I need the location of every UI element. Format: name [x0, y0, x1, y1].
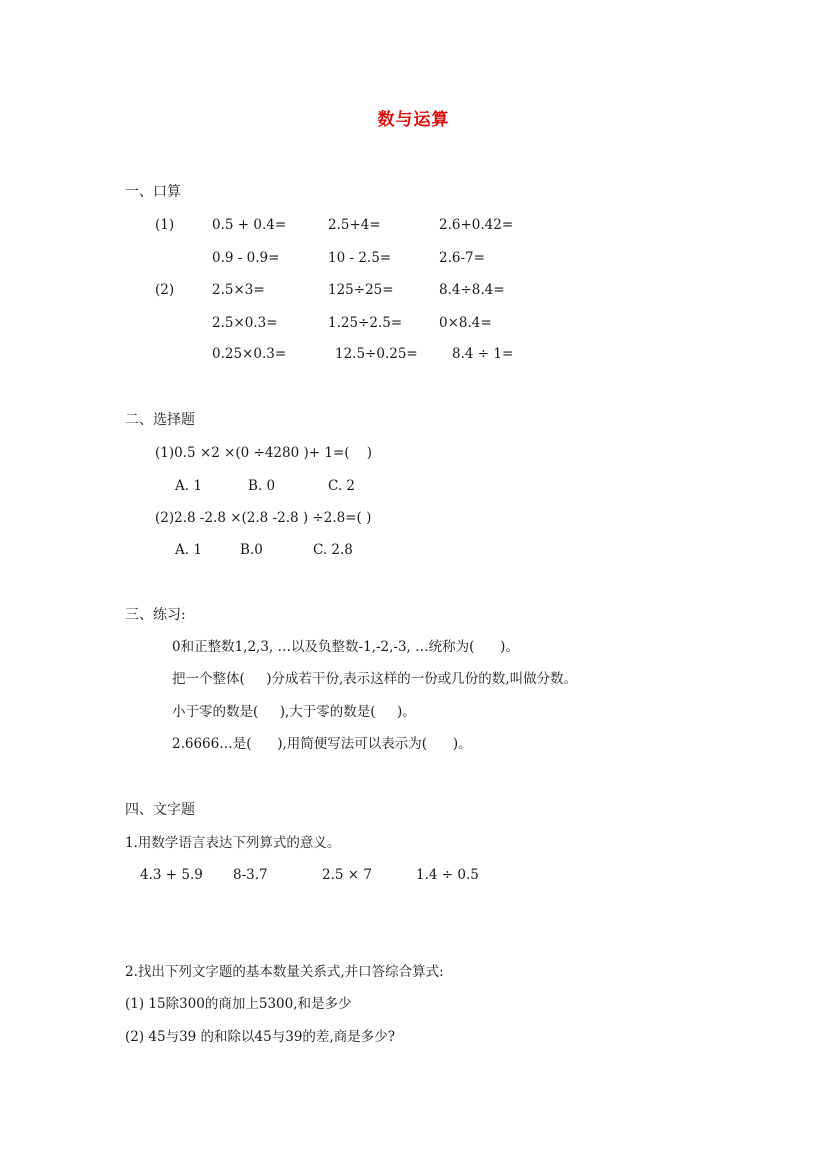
fill-blank-line: 小于零的数是( ),大于零的数是( )。: [172, 704, 416, 720]
expression: 1.4 ÷ 0.5: [416, 867, 479, 883]
expression: 2.5 × 7: [322, 867, 372, 883]
expression: 2.5×3=: [212, 282, 265, 298]
sub-question: (2) 45与39 的和除以45与39的差,商是多少?: [125, 1029, 395, 1045]
section-heading-practice: 三、练习:: [125, 607, 186, 623]
expression: 8-3.7: [233, 867, 268, 883]
option: A. 1: [175, 478, 202, 494]
option: B. 0: [248, 478, 276, 494]
expression: 8.4 ÷ 1=: [452, 346, 514, 362]
section-heading-multiple-choice: 二、选择题: [125, 412, 195, 428]
expression: 125÷25=: [328, 282, 394, 298]
page-title: 数与运算: [377, 110, 450, 130]
expression: 2.5×0.3=: [212, 315, 278, 331]
expression: 8.4÷8.4=: [439, 282, 505, 298]
expression: 2.6-7=: [439, 250, 485, 266]
expression: 0.9 - 0.9=: [212, 250, 280, 266]
option: B.0: [240, 542, 263, 558]
option: A. 1: [175, 542, 202, 558]
section-heading-word-problems: 四、文字题: [125, 802, 195, 818]
expression: 4.3 + 5.9: [140, 867, 203, 883]
question: (1)0.5 ×2 ×(0 ÷4280 )+ 1=( ): [155, 445, 372, 461]
option: C. 2.8: [313, 542, 353, 558]
fill-blank-line: 把一个整体( )分成若干份,表示这样的一份或几份的数,叫做分数。: [172, 671, 578, 687]
expression: 12.5÷0.25=: [335, 346, 418, 362]
question: 2.找出下列文字题的基本数量关系式,并口答综合算式:: [125, 964, 444, 980]
item-label: (2): [155, 282, 175, 298]
expression: 2.6+0.42=: [439, 217, 514, 233]
expression: 10 - 2.5=: [328, 250, 392, 266]
question: (2)2.8 -2.8 ×(2.8 -2.8 ) ÷2.8=( ): [155, 510, 372, 526]
fill-blank-line: 2.6666…是( ),用简便写法可以表示为( )。: [172, 736, 472, 752]
item-label: (1): [155, 217, 175, 233]
fill-blank-line: 0和正整数1,2,3, …以及负整数-1,-2,-3, …统称为( )。: [172, 639, 519, 655]
expression: 0.25×0.3=: [212, 346, 287, 362]
option: C. 2: [328, 478, 356, 494]
question: 1.用数学语言表达下列算式的意义。: [125, 835, 341, 851]
sub-question: (1) 15除300的商加上5300,和是多少: [125, 996, 352, 1012]
expression: 0×8.4=: [439, 315, 492, 331]
expression: 1.25÷2.5=: [328, 315, 403, 331]
section-heading-mental-math: 一、口算: [125, 184, 181, 200]
expression: 2.5+4=: [328, 217, 381, 233]
expression: 0.5 + 0.4=: [212, 217, 287, 233]
